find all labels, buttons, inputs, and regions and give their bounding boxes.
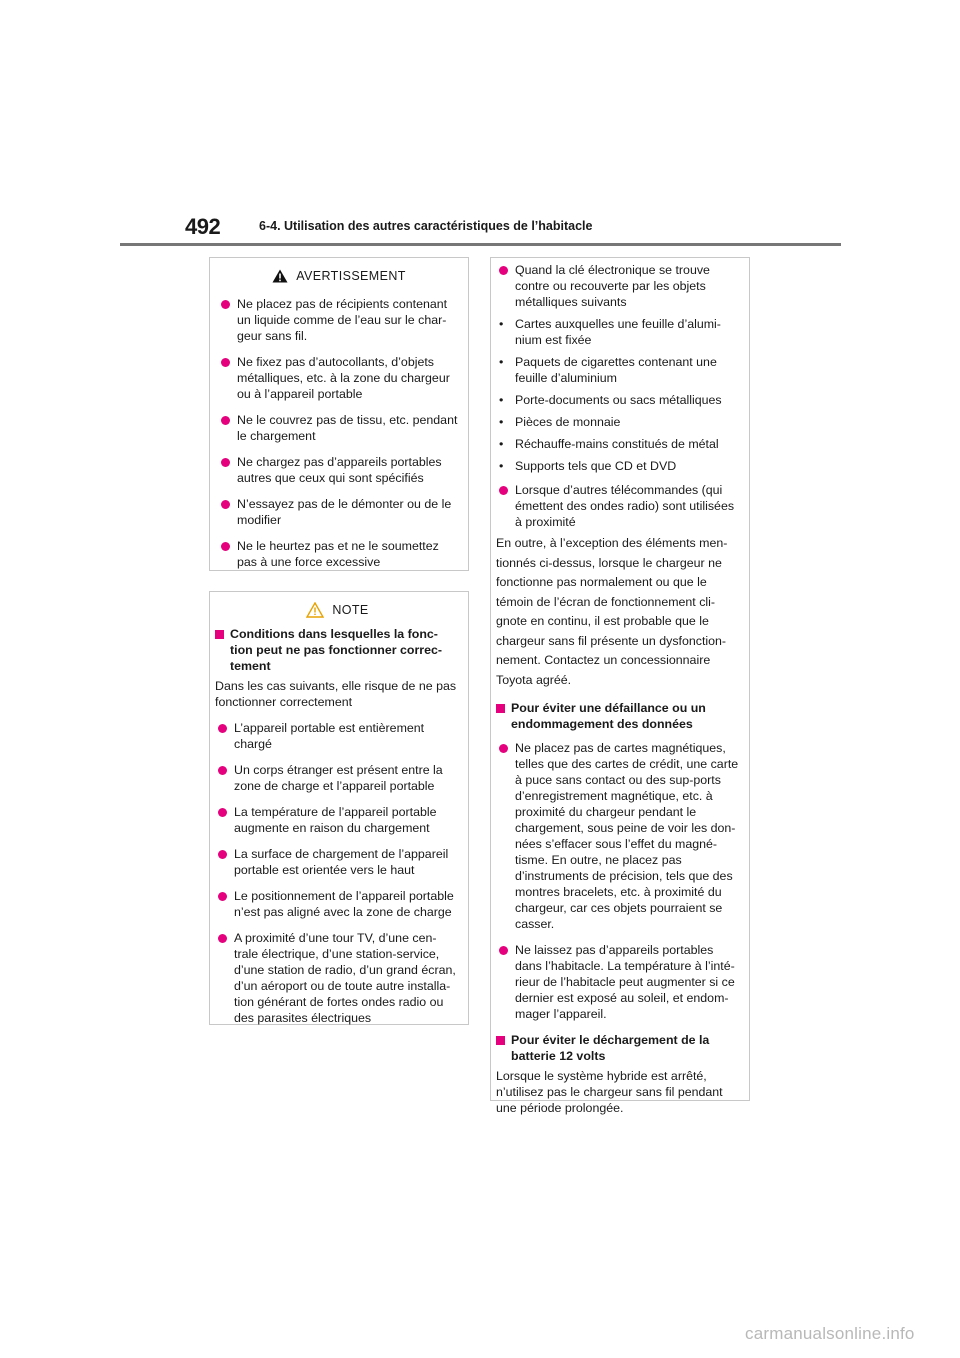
sub-list-item: • Paquets de cigarettes contenant une feuille d’aluminium xyxy=(496,354,741,386)
list-item: Ne le heurtez pas et ne le soumettez pas à une force excessive xyxy=(218,538,460,570)
sub-list-item: • Supports tels que CD et DVD xyxy=(496,458,741,474)
list-item: Le positionnement de l’appareil portable n’est pas aligné avec la zone de charge xyxy=(215,888,460,920)
section-title: 6-4. Utilisation des autres caractéristiques de l’habitacle xyxy=(259,219,593,233)
list-item: Ne chargez pas d’appareils portables autres que ceux qui sont spécifiés xyxy=(218,454,460,486)
note-list xyxy=(215,720,460,1026)
list-item: La température de l’appareil portable augmente en raison du chargement xyxy=(215,804,460,836)
list-item: Ne laissez pas d’appareils portables dans l’habitacle. La température à l’inté-rieur de l’habitacle peut augmenter si ce dernier est exposé au soleil, et endom-mager l’appareil. xyxy=(496,942,741,1022)
warning-box xyxy=(209,257,469,571)
warning-header xyxy=(218,264,460,288)
page-number: 492 xyxy=(185,214,221,239)
list-item: Ne fixez pas d’autocollants, d’objets métalliques, etc. à la zone du chargeur ou à l’appareil portable xyxy=(218,354,460,402)
watermark: carmanualsonline.info xyxy=(745,1324,915,1343)
list-item: Un corps étranger est présent entre la zone de charge et l’appareil portable xyxy=(215,762,460,794)
list-item: Ne placez pas de cartes magnétiques, telles que des cartes de crédit, une carte à puce sans contact ou des sup-ports d’enregistrement magnétique, etc. à proximité du chargeur pendant le chargement, sous peine de voir les don-nées s’effacer sous l’effet du magné-tisme. En outre, ne placez pas d’instruments de précision, tels que des montres bracelets, etc. à proximité du chargeur, car ces objets pourraient se casser. xyxy=(496,740,741,932)
sub-list-item: • Réchauffe-mains constitués de métal xyxy=(496,436,741,452)
note-box xyxy=(209,591,469,1025)
note-title: NOTE xyxy=(332,603,369,617)
warning-title: AVERTISSEMENT xyxy=(296,269,406,283)
sub-list-item: • Pièces de monnaie xyxy=(496,414,741,430)
sub-list xyxy=(496,316,741,474)
list-item: Quand la clé électronique se trouve contre ou recouverte par les objets métalliques suivants xyxy=(496,262,741,310)
note-list xyxy=(496,740,741,1022)
note-header xyxy=(215,598,460,622)
list-item: Ne placez pas de récipients contenant un liquide comme de l’eau sur le char-geur sans fil. xyxy=(218,296,460,344)
list-item: La surface de chargement de l’appareil portable est orientée vers le haut xyxy=(215,846,460,878)
paragraph: Lorsque le système hybride est arrêté, n’utilisez pas le chargeur sans fil pendant une période prolongée. xyxy=(496,1069,723,1115)
caution-triangle-icon xyxy=(306,602,324,618)
note-intro: Dans les cas suivants, elle risque de ne pas fonctionner correctement xyxy=(215,679,457,709)
paragraph: En outre, à l’exception des éléments men-tionnés ci-dessus, lorsque le chargeur ne fonctionne pas normalement ou que le témoin de l’écran de fonctionnement cli-gnote en continu, il est probable que le chargeur sans fil présente un dysfonction-nement. Contactez un concessionnaire Toyota agréé. xyxy=(496,536,728,687)
warning-triangle-icon xyxy=(272,269,288,283)
note-heading: Pour éviter une défaillance ou un endommagement des données xyxy=(496,700,741,732)
list-item: Lorsque d’autres télécommandes (qui émettent des ondes radio) sont utilisées à proximité xyxy=(496,482,741,530)
sub-list-item: • Porte-documents ou sacs métalliques xyxy=(496,392,741,408)
list-item: L’appareil portable est entièrement chargé xyxy=(215,720,460,752)
header-rule xyxy=(120,243,841,246)
list-item: Ne le couvrez pas de tissu, etc. pendant le chargement xyxy=(218,412,460,444)
note-heading: Pour éviter le déchargement de la batterie 12 volts xyxy=(496,1032,741,1064)
note-heading: Conditions dans lesquelles la fonc-tion peut ne pas fonctionner correc-tement xyxy=(215,626,460,674)
note-continued-box xyxy=(490,257,750,1115)
sub-list-item: • Cartes auxquelles une feuille d’alumi-nium est fixée xyxy=(496,316,741,348)
warning-list xyxy=(218,296,460,570)
list-item: A proximité d’une tour TV, d’une cen-trale électrique, d’une station-service, d’une station de radio, d’un grand écran, d’un aéroport ou de toute autre installa-tion générant de fortes ondes radio ou des parasites électriques xyxy=(215,930,460,1026)
list-item: N’essayez pas de le démonter ou de le modifier xyxy=(218,496,460,528)
